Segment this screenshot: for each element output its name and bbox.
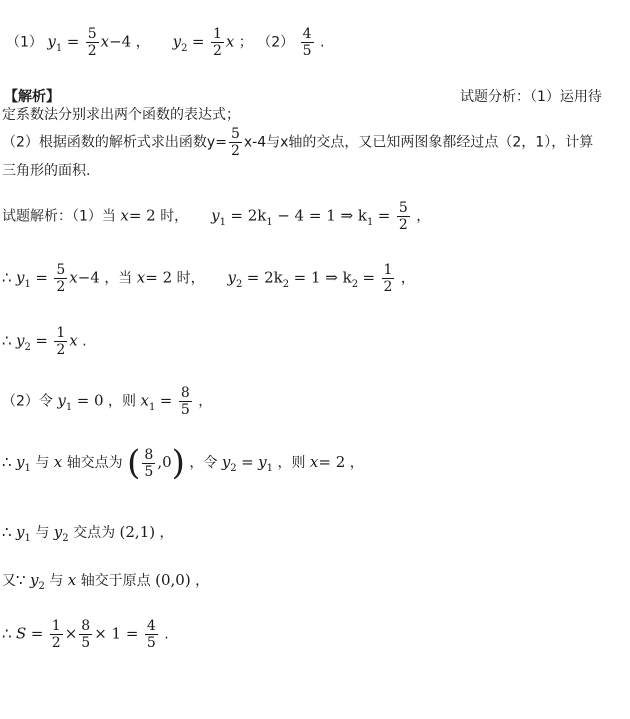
part1-label: （1） — [6, 34, 43, 51]
analysis-label: 【解析】 — [4, 89, 60, 105]
fraction-8-5: $\frac{8}{5}$ — [144, 446, 154, 480]
solution-line-8: ∴ S = $\frac{1}{2}$ × $\frac{8}{5}$ × 1 = $\frac{4}{5}$ . — [2, 618, 169, 651]
part2-label: （2） — [257, 34, 295, 51]
solution-line-1: 试题解析：（1）当 x= 2 时， $y_1 = 2k_1 - 4 = 1$ ⇒ $k_1$ = $\frac{5}{2}$ ， — [2, 200, 431, 233]
fraction-5-2: $\frac{5}{2}$ — [230, 126, 240, 159]
analysis-right-text: 试题分析：（1）运用待 — [460, 89, 602, 105]
fraction-5-2: $\frac{5}{2}$ — [398, 200, 408, 233]
answer-line: （1） $y_1$ = $\frac{5}{2}$ x−4 ， $y_2$ = $\frac{1}{2}$ x ； （2） $\frac{4}{5}$ . — [6, 26, 325, 59]
solution-line-4: （2）令 $y_1 = 0$ ，则 $x_1$ = $\frac{8}{5}$ ， — [2, 385, 213, 418]
fraction-1-2: $\frac{1}{2}$ — [383, 262, 393, 295]
fraction-4-5: $\frac{4}{5}$ — [302, 26, 312, 59]
solution-line-6: ∴ $y_1$ 与 $y_2$ 交点为 (2,1) ， — [2, 523, 174, 544]
fraction-4-5: $\frac{4}{5}$ — [146, 618, 156, 651]
solution-line-2: ∴ $y_1$ = $\frac{5}{2}$ x−4 ，当 x= 2 时， $y_2 = 2k_2 = 1$ ⇒ $k_2$ = $\frac{1}{2}$ ， — [2, 262, 415, 295]
fraction-8-5: $\frac{8}{5}$ — [180, 385, 190, 418]
fraction-8-5: $\frac{8}{5}$ — [81, 618, 91, 651]
fraction-5-2: $\frac{5}{2}$ — [56, 262, 66, 295]
analysis-line-1: 定系数法分别求出两个函数的表达式； — [2, 107, 240, 123]
fraction-5-2: $\frac{5}{2}$ — [87, 26, 97, 59]
fraction-1-2: $\frac{1}{2}$ — [56, 325, 66, 358]
solution-line-5: ∴ $y_1$ 与 x 轴交点为 ( $\frac{8}{5}$ ,0) ，令 $y_2 = y_1$ ，则 x= 2 ， — [2, 443, 364, 483]
fraction-1-2: $\frac{1}{2}$ — [212, 26, 222, 59]
fraction-1-2: $\frac{1}{2}$ — [51, 618, 61, 651]
analysis-line-3: 三角形的面积. — [2, 163, 91, 179]
analysis-line-2: （2）根据函数的解析式求出函数y= $\frac{5}{2}$ x-4与x轴的交点，又已知两图象都经过点（2，1），计算 — [2, 126, 594, 159]
solution-line-3: ∴ $y_2$ = $\frac{1}{2}$ x . — [2, 325, 87, 358]
solution-line-7: 又∵ $y_2$ 与 x 轴交于原点 (0,0) ， — [2, 571, 210, 592]
